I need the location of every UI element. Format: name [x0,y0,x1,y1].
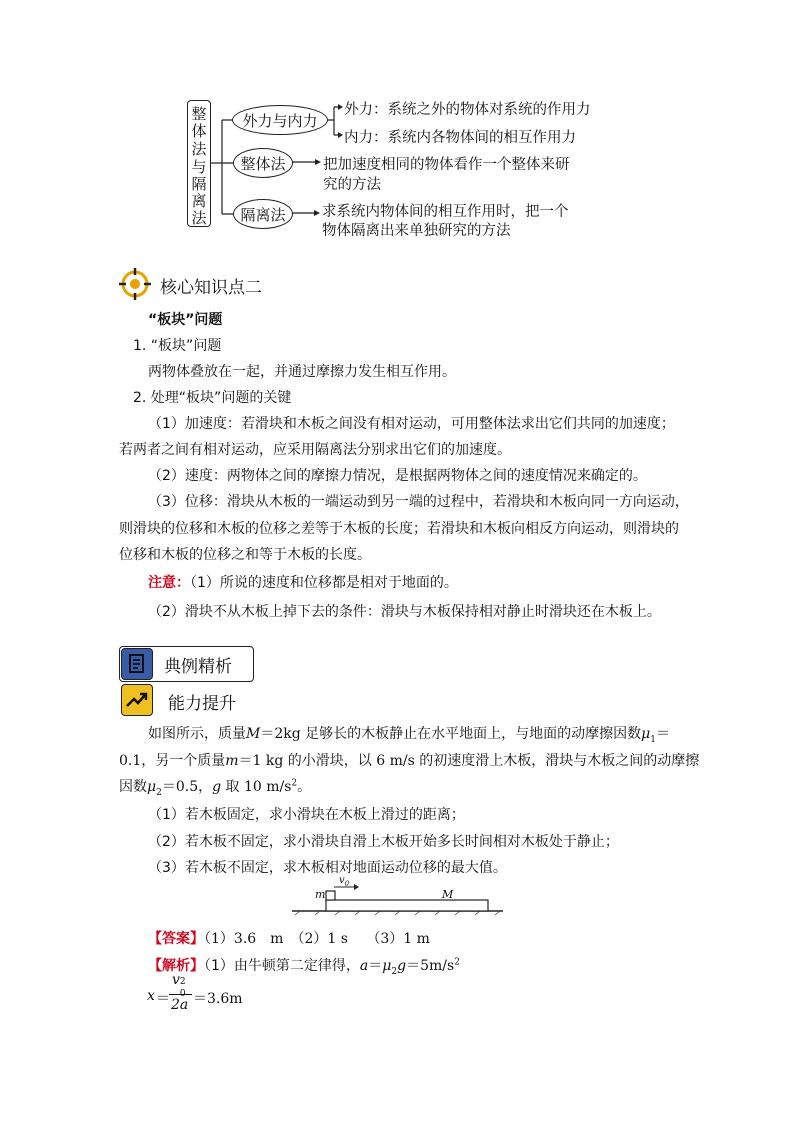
mindmap-root-char: 隔 [191,175,207,193]
var-g: g [397,958,407,974]
superscript: 2 [454,957,460,968]
mindmap-root-char: 与 [191,158,207,176]
var-a: a [359,958,369,974]
subscript: 1 [650,734,656,745]
question-line [119,776,311,798]
text-run: ＝0.5， [161,779,213,795]
text-run: ＝ [368,958,383,974]
paragraph: 若两者之间有相对运动，应采用隔离法分别求出它们的加速度。 [119,442,511,458]
mindmap-text: 内力：系统内各物体间的相互作用力 [344,130,576,146]
paragraph: 两物体叠放在一起，并通过摩擦力发生相互作用。 [148,364,456,380]
mindmap-text: 物体隔离出来单独研究的方法 [322,223,511,239]
document-icon [121,648,153,680]
subscript: 2 [391,966,398,977]
mindmap-root-char: 离 [191,192,207,210]
note-label: 注意： [148,575,190,591]
fig-label-m: m [315,888,326,901]
mindmap-root-char: 法 [191,140,207,158]
answer-text: （1）3.6 m （2）1 s （3）1 m [204,931,430,947]
mindmap-text: 外力：系统之外的物体对系统的作用力 [344,102,591,118]
formula-numerator [172,972,187,999]
answer-line [148,928,430,948]
question-line [119,750,699,770]
var-mu: μ [641,726,651,742]
mindmap-text: 究的方法 [323,177,381,193]
subscript: 2 [156,787,162,798]
sub-question: （3）若木板不固定，求木板相对地面运动位移的最大值。 [148,860,507,876]
formula-x: x [147,988,155,1004]
mindmap-root-char: 体 [191,122,207,140]
sub-question: （1）若木板固定，求小滑块在木板上滑过的距离； [148,807,465,823]
paragraph: （1）加速度：若滑块和木板之间没有相对运动，可用整体法求出它们共同的加速度； [148,416,675,432]
analysis-line [148,955,460,977]
text-run: （1）由牛顿第二定律得， [204,958,360,974]
section-subtitle: “板块”问题 [148,312,223,328]
examples-header: 典例精析 [164,657,232,677]
fig-v: v [339,875,345,886]
paragraph: 位移和木板的位移之和等于木板的长度。 [119,547,371,563]
var-v: v [172,972,180,988]
formula-result: ＝3.6m [193,991,243,1007]
superscript: 2 [291,778,298,789]
text-run: 取 10 m/s [221,779,292,795]
superscript: 2 [179,977,186,987]
trend-up-icon [121,684,153,716]
mindmap-root-char: 整 [191,105,207,123]
subscript: 0 [179,989,186,999]
fig-label-M: M [442,888,454,901]
mindmap-node-whole: 整体法 [233,148,293,178]
mindmap-node-forces: 外力与内力 [232,105,328,135]
text-run: ＝1 kg 的小滑块，以 6 m/s 的初速度滑上木板，滑块与木板之间的动摩擦 [238,753,700,769]
text-run: ＝ [656,726,670,742]
examples-subheader: 能力提升 [168,694,236,714]
paragraph: （2）速度：两物体之间的摩擦力情况，是根据两物体之间的速度情况来确定的。 [148,468,647,484]
text-run: 0.1，另一个质量 [119,753,226,769]
text-run: 。 [297,779,312,795]
var-m: m [225,753,239,769]
var-mu: μ [382,958,392,974]
item-heading: 2. 处理“板块”问题的关键 [133,390,292,406]
paragraph: （3）位移：滑块从木板的一端运动到另一端的过程中，若滑块和木板向同一方向运动， [148,494,689,510]
paragraph: 则滑块的位移和木板的位移之差等于木板的长度；若滑块和木板向相反方向运动，则滑块的 [119,521,679,537]
item-heading: 1. “板块”问题 [133,338,222,354]
text-run: ＝5m/s [406,958,455,974]
mindmap-root-char: 法 [191,209,207,227]
question-line [148,723,670,745]
analysis-label: 【解析】 [148,958,204,974]
answer-label: 【答案】 [148,931,204,947]
mindmap-node-isolation: 隔离法 [233,199,293,229]
note-text: （1）所说的速度和位移都是相对于地面的。 [190,575,458,591]
text-run: 因数 [119,779,147,795]
note-line [148,572,458,592]
text-run: 如图所示，质量 [148,726,246,742]
section-title: 核心知识点二 [160,278,262,298]
fraction-bar [169,994,192,995]
formula-denominator: 2a [171,997,189,1013]
var-mu: μ [147,779,157,795]
var-M: M [246,726,261,742]
fig-label-v0 [339,875,349,888]
target-icon [119,268,151,300]
mindmap-text: 把加速度相同的物体看作一个整体来研 [323,157,570,173]
note-line: （2）滑块不从木板上掉下去的条件：滑块与木板保持相对静止时滑块还在木板上。 [148,604,661,620]
var-g: g [212,779,222,795]
formula-eq: ＝ [156,991,170,1007]
sub-question: （2）若木板不固定，求小滑块自滑上木板开始多长时间相对木板处于静止； [148,834,619,850]
mindmap-text: 求系统内物体间的相互作用时，把一个 [322,204,569,220]
text-run: ＝2kg 足够长的木板静止在水平地面上，与地面的动摩擦因数 [260,726,642,742]
subscript: 0 [344,880,350,888]
